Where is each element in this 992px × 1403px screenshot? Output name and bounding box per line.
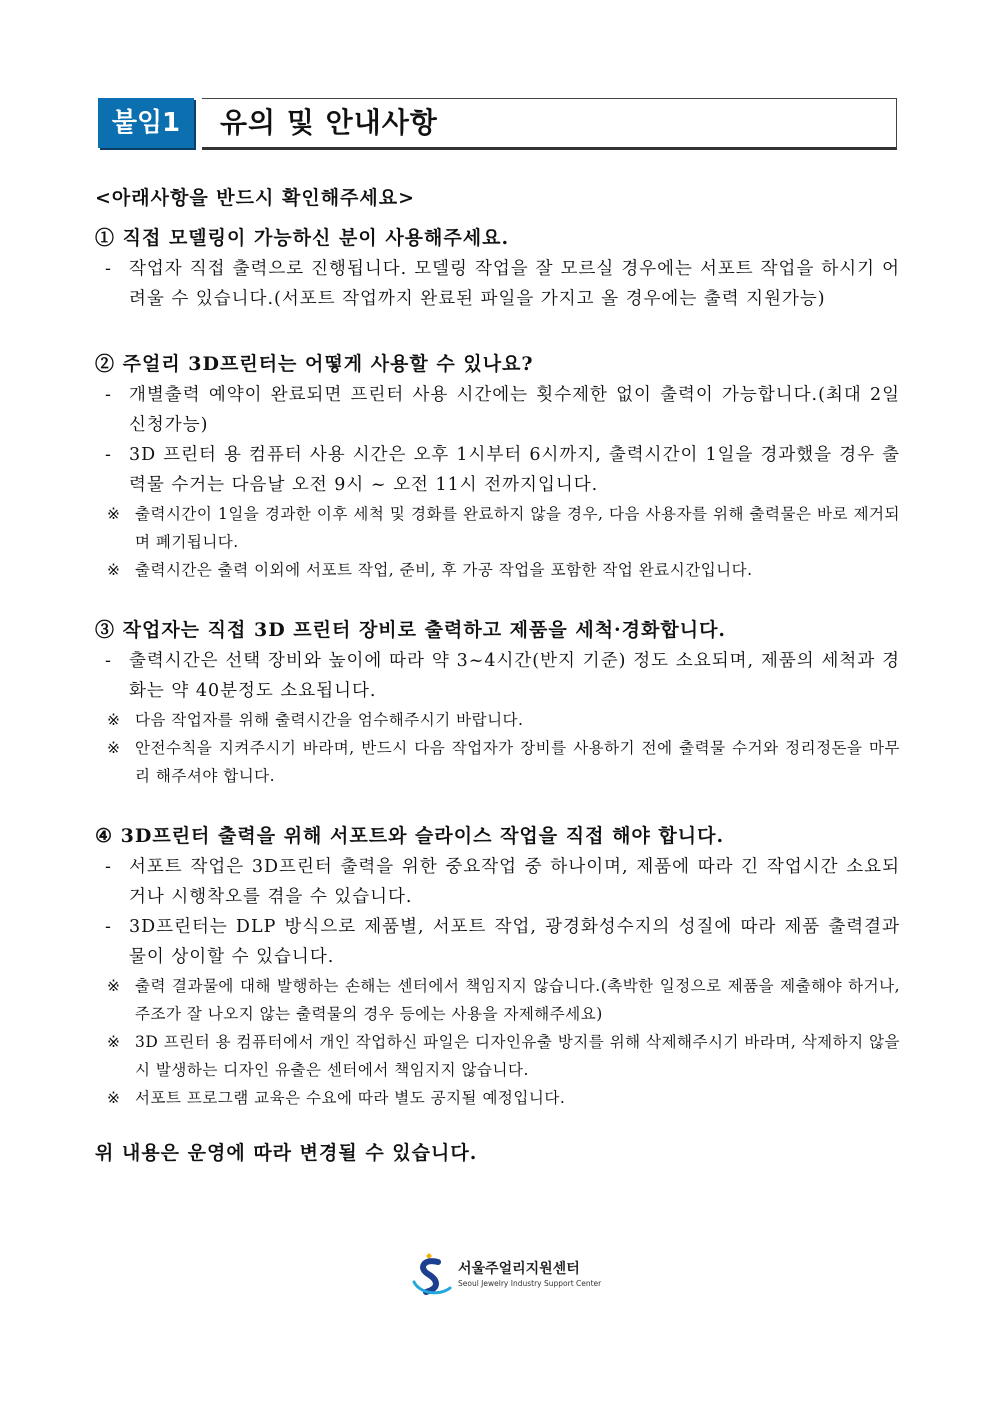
bullet-item: - 3D 프린터 용 컴퓨터 사용 시간은 오후 1시부터 6시까지, 출력시간이 1일을 경과했을 경우 출력물 수거는 다음날 오전 9시 ~ 오전 11시 전까지입니다. bbox=[95, 440, 900, 500]
note-item: ※ 출력시간은 출력 이외에 서포트 작업, 준비, 후 가공 작업을 포함한 작업 완료시간입니다. bbox=[95, 556, 900, 584]
dash-marker: - bbox=[105, 917, 112, 937]
dash-marker: - bbox=[105, 857, 112, 877]
document-body bbox=[95, 178, 900, 1165]
reference-mark: ※ bbox=[107, 1033, 121, 1051]
bullet-item: - 출력시간은 선택 장비와 높이에 따라 약 3~4시간(반지 기준) 정도 소요되며, 제품의 세척과 경화는 약 40분정도 소요됩니다. bbox=[95, 646, 900, 706]
bullet-item: - 3D프린터는 DLP 방식으로 제품별, 서포트 작업, 광경화성수지의 성질에 따라 제품 출력결과물이 상이할 수 있습니다. bbox=[95, 912, 900, 972]
logo-name-korean: 서울주얼리지원센터 bbox=[458, 1261, 580, 1277]
note-item: ※ 출력시간이 1일을 경과한 이후 세척 및 경화를 완료하지 않을 경우, 다음 사용자를 위해 출력물은 바로 제거되며 폐기됩니다. bbox=[95, 500, 900, 556]
note-item: ※ 3D 프린터 용 컴퓨터에서 개인 작업하신 파일은 디자인유출 방지를 위해 삭제해주시기 바라며, 삭제하지 않을 시 발생하는 디자인 유출은 센터에서 책임지지 않습니다. bbox=[95, 1028, 900, 1084]
page-title: 유의 및 안내사항 bbox=[220, 106, 438, 139]
reference-mark: ※ bbox=[107, 561, 121, 579]
note-item: ※ 서포트 프로그램 교육은 수요에 따라 별도 공지될 예정입니다. bbox=[95, 1084, 900, 1112]
dash-marker: - bbox=[105, 259, 112, 279]
section-title: ④ 3D프린터 출력을 위해 서포트와 슬라이스 작업을 직접 해야 합니다. bbox=[95, 825, 725, 847]
notice-heading: <아래사항을 반드시 확인해주세요> bbox=[95, 187, 416, 209]
note-item: ※ 안전수칙을 지켜주시기 바라며, 반드시 다음 작업자가 장비를 사용하기 전에 출력물 수거와 정리정돈을 마무리 해주셔야 합니다. bbox=[95, 734, 900, 790]
title-box bbox=[202, 98, 897, 150]
page-header bbox=[98, 98, 898, 150]
bullet-item: - 개별출력 예약이 완료되면 프린터 사용 시간에는 횟수제한 없이 출력이 가능합니다.(최대 2일 신청가능) bbox=[95, 380, 900, 440]
center-logo-icon bbox=[410, 1252, 456, 1298]
dash-marker: - bbox=[105, 385, 112, 405]
section-1 bbox=[95, 222, 900, 314]
section-title: ① 직접 모델링이 가능하신 분이 사용해주세요. bbox=[95, 227, 510, 249]
dash-marker: - bbox=[105, 445, 112, 465]
section-3 bbox=[95, 614, 900, 790]
section-title: ② 주얼리 3D프린터는 어떻게 사용할 수 있나요? bbox=[95, 353, 534, 375]
dash-marker: - bbox=[105, 651, 112, 671]
bullet-item: - 작업자 직접 출력으로 진행됩니다. 모델링 작업을 잘 모르실 경우에는 서포트 작업을 하시기 어려울 수 있습니다.(서포트 작업까지 완료된 파일을 가지고 올 경우에는 출력 지원가능) bbox=[95, 254, 900, 314]
section-4 bbox=[95, 820, 900, 1112]
attachment-badge: 붙임1 bbox=[98, 98, 194, 148]
center-logo bbox=[410, 1252, 610, 1302]
reference-mark: ※ bbox=[107, 739, 121, 757]
section-2 bbox=[95, 348, 900, 584]
bullet-item: - 서포트 작업은 3D프린터 출력을 위한 중요작업 중 하나이며, 제품에 따라 긴 작업시간 소요되거나 시행착오를 겪을 수 있습니다. bbox=[95, 852, 900, 912]
reference-mark: ※ bbox=[107, 977, 121, 995]
reference-mark: ※ bbox=[107, 1089, 121, 1107]
section-title: ③ 작업자는 직접 3D 프린터 장비로 출력하고 제품을 세척·경화합니다. bbox=[95, 619, 727, 641]
logo-name-english: Seoul Jewelry Industry Support Center bbox=[458, 1279, 602, 1288]
note-item: ※ 다음 작업자를 위해 출력시간을 엄수해주시기 바랍니다. bbox=[95, 706, 900, 734]
note-item: ※ 출력 결과물에 대해 발행하는 손해는 센터에서 책임지지 않습니다.(촉박한 일정으로 제품을 제출해야 하거나, 주조가 잘 나오지 않는 출력물의 경우 등에는 사용을 자제해주세요) bbox=[95, 972, 900, 1028]
closing-statement: 위 내용은 운영에 따라 변경될 수 있습니다. bbox=[95, 1142, 478, 1164]
reference-mark: ※ bbox=[107, 711, 121, 729]
reference-mark: ※ bbox=[107, 505, 121, 523]
